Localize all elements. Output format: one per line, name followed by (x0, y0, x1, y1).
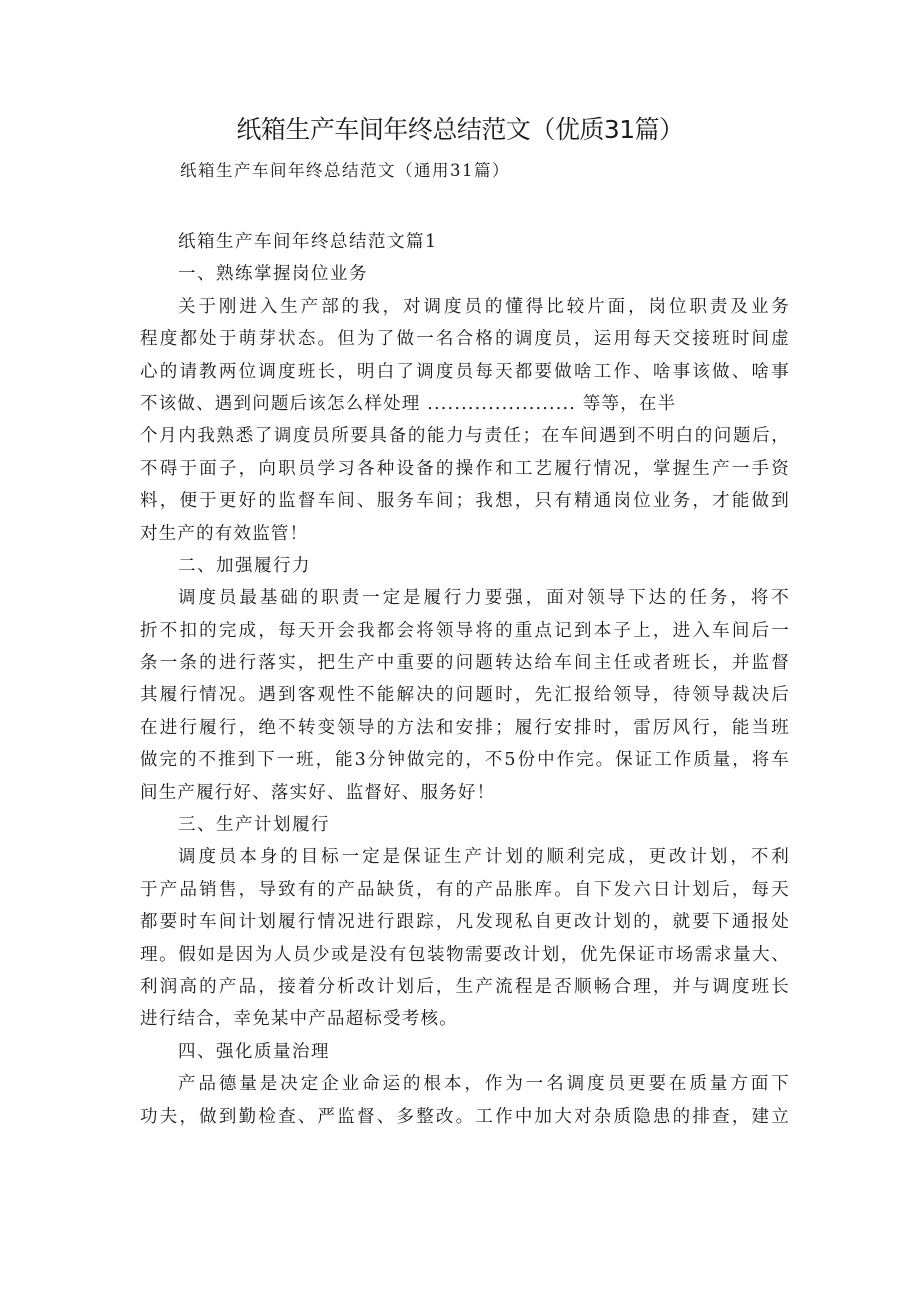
paragraph-line: 功夫，做到勤检查、严监督、多整改。工作中加大对杂质隐患的排查，建立 (140, 1106, 790, 1127)
paragraph-line: 调度员本身的目标一定是保证生产计划的顺利完成，更改计划，不利 (178, 847, 790, 868)
paragraph-line: 条一条的进行落实，把生产中重要的问题转达给车间主任或者班长，并监督 (140, 653, 790, 674)
document-body (140, 226, 790, 1133)
paragraph-line: 对生产的有效监管！ (140, 523, 309, 544)
paragraph-line: 间生产履行好、落实好、监督好、服务好！ (140, 782, 496, 803)
paragraph-line: 心的请教两位调度班长，明白了调度员每天都要做啥工作、啥事该做、啥事 (140, 361, 790, 382)
paragraph-line: 折不扣的完成，每天开会我都会将领导将的重点记到本子上，进入车间后一 (140, 620, 790, 641)
paragraph-line: 理。假如是因为人员少或是没有包装物需要改计划，优先保证市场需求量大、 (140, 944, 790, 965)
paragraph-line: 程度都处于萌芽状态。但为了做一名合格的调度员，运用每天交接班时间虚 (140, 329, 790, 350)
paragraph-line: 在进行履行，绝不转变领导的方法和安排；履行安排时，雷厉风行，能当班 (140, 717, 790, 738)
paragraph-line: 进行结合，幸免某中产品超标受考核。 (140, 1009, 458, 1030)
paragraph-line: 不该做、遇到问题后该怎么样处理 ...................... 等等，在半 (140, 393, 677, 414)
paragraph-line: 都要时车间计划履行情况进行跟踪，凡发现私自更改计划的，就要下通报处 (140, 912, 790, 933)
paragraph-line: 利润高的产品，接着分析改计划后，生产流程是否顺畅合理，并与调度班长 (140, 976, 790, 997)
paragraph-line: 料，便于更好的监督车间、服务车间；我想，只有精通岗位业务，才能做到 (140, 491, 790, 512)
paragraph-line: 不碍于面子，向职员学习各种设备的操作和工艺履行情况，掌握生产一手资 (140, 458, 790, 479)
paragraph-line: 产品德量是决定企业命运的根本，作为一名调度员更要在质量方面下 (178, 1074, 790, 1095)
section-heading: 三、生产计划履行 (178, 815, 330, 836)
paragraph-line: 做完的不推到下一班，能3分钟做完的，不5份中作完。保证工作质量，将车 (140, 750, 790, 771)
section-heading: 一、熟练掌握岗位业务 (178, 264, 368, 285)
paragraph-line: 个月内我熟悉了调度员所要具备的能力与责任；在车间遇到不明白的问题后， (140, 426, 790, 447)
document-subtitle: 纸箱生产车间年终总结范文（通用31篇） (180, 161, 510, 180)
paragraph-line: 调度员最基础的职责一定是履行力要强，面对领导下达的任务，将不 (178, 588, 790, 609)
paragraph-line: 其履行情况。遇到客观性不能解决的问题时，先汇报给领导，待领导裁决后 (140, 685, 790, 706)
section-heading: 二、加强履行力 (178, 555, 311, 576)
section-heading: 纸箱生产车间年终总结范文篇1 (178, 232, 438, 252)
section-heading: 四、强化质量治理 (178, 1041, 330, 1062)
document-title: 纸箱生产车间年终总结范文（优质31篇） (236, 115, 684, 144)
paragraph-line: 于产品销售，导致有的产品缺货，有的产品胀库。自下发六日计划后，每天 (140, 879, 790, 900)
paragraph-line: 关于刚进入生产部的我，对调度员的懂得比较片面，岗位职责及业务 (178, 296, 790, 317)
